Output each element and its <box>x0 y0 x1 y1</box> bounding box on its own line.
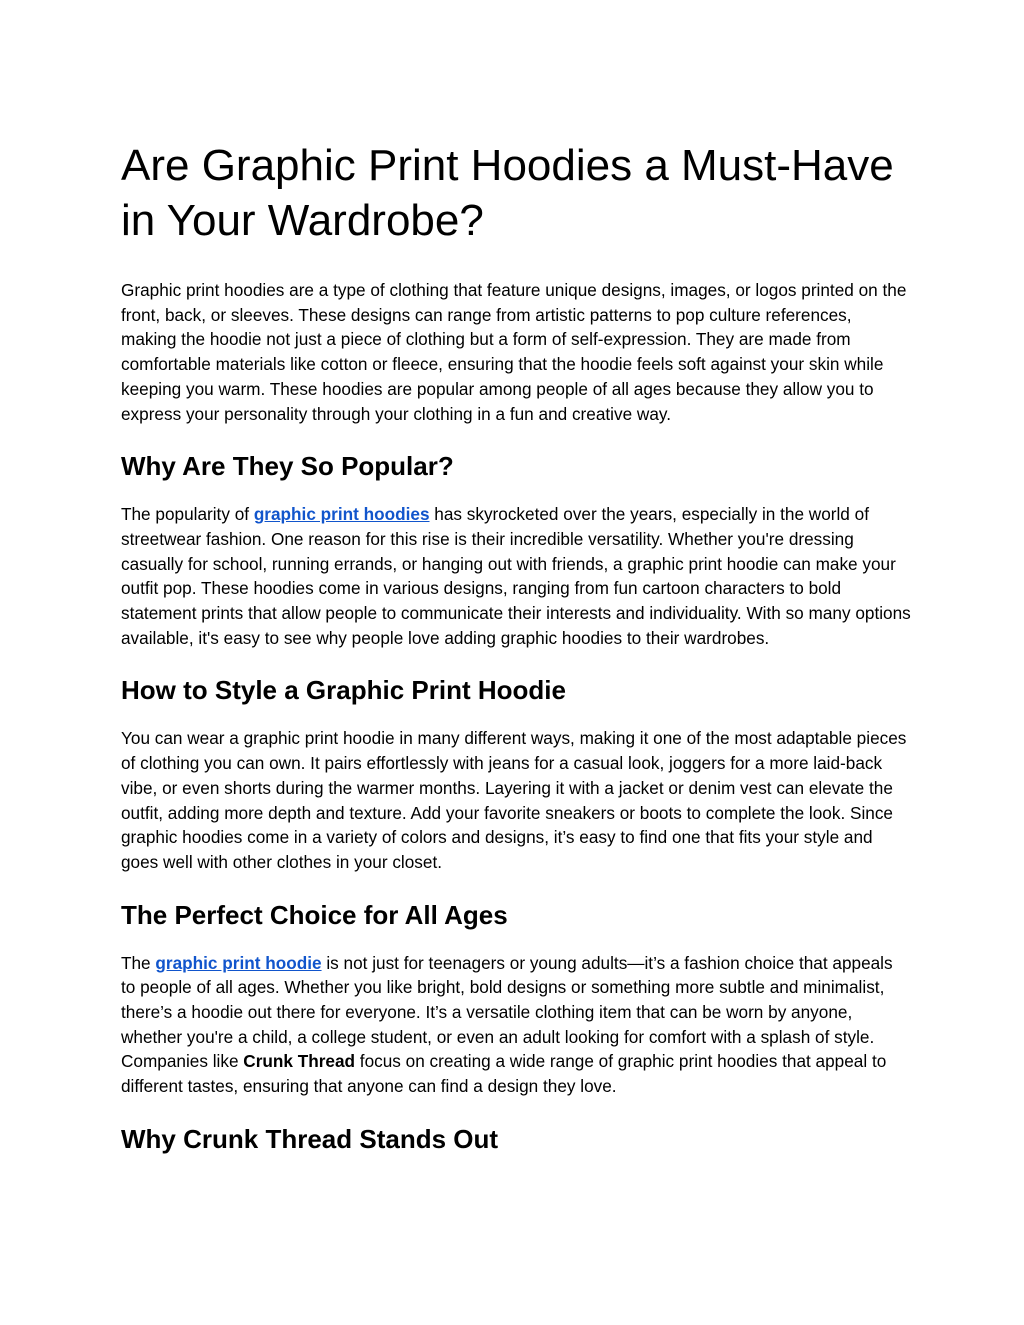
document-content <box>121 138 911 1175</box>
style-paragraph: You can wear a graphic print hoodie in many different ways, making it one of the most adaptable pieces of clothing you can own. It pairs effortlessly with jeans for a casual look, joggers for a more laid-back vibe, or even shorts during the warmer months. Layering it with a jacket or denim vest can elevate the outfit, adding more depth and texture. Add your favorite sneakers or boots to complete the look. Since graphic hoodies come in a variety of colors and designs, it’s easy to find one that fits your style and goes well with other clothes in your closet. <box>121 728 907 872</box>
page-title: Are Graphic Print Hoodies a Must-Have in Your Wardrobe? <box>121 141 894 245</box>
brand-name: Crunk Thread <box>243 1051 356 1072</box>
all-ages-text-end: focus on creating a wide range of graphic print hoodies that appeal to different tastes, ensuring that anyone can find a design they love. <box>121 1051 887 1097</box>
intro-paragraph: Graphic print hoodies are a type of clothing that feature unique designs, images, or logos printed on the front, back, or sleeves. These designs can range from artistic patterns to pop culture references, making the hoodie not just a piece of clothing but a form of self-expression. They are made from comfortable materials like cotton or fleece, ensuring that the hoodie feels soft against your skin while keeping you warm. These hoodies are popular among people of all ages because they allow you to express your personality through your clothing in a fun and creative way. <box>121 280 907 424</box>
all-ages-paragraph <box>121 951 911 1099</box>
section-heading-all-ages: The Perfect Choice for All Ages <box>121 899 508 930</box>
section-heading-popularity: Why Are They So Popular? <box>121 451 454 482</box>
popularity-paragraph <box>121 502 911 650</box>
all-ages-text-start: The <box>121 952 156 973</box>
popularity-text-rest: has skyrocketed over the years, especially in the world of streetwear fashion. One reason for this rise is their incredible versatility. Whether you're dressing casually for school, running errands, or hanging out with friends, a graphic print hoodie can make your outfit pop. These hoodies come in various designs, ranging from fun cartoon characters to bold statement prints that allow people to communicate their interests and individuality. With so many options available, it's easy to see why people love adding graphic hoodies to their wardrobes. <box>121 504 911 648</box>
graphic-print-hoodie-link[interactable]: graphic print hoodie <box>155 952 322 973</box>
graphic-print-hoodies-link[interactable]: graphic print hoodies <box>253 504 430 525</box>
section-heading-crunk-thread: Why Crunk Thread Stands Out <box>121 1123 499 1154</box>
all-ages-text-middle: is not just for teenagers or young adults—it’s a fashion choice that appeals to people of all ages. Whether you like bright, bold designs or something more subtle and minimalist, there’s a hoodie out there for everyone. It’s a versatile clothing item that can be worn by anyone, whether you're a child, a college student, or even an adult looking for comfort with a splash of style. Companies like <box>121 952 893 1072</box>
section-heading-style: How to Style a Graphic Print Hoodie <box>121 675 566 706</box>
popularity-text-start: The popularity of <box>121 504 254 525</box>
